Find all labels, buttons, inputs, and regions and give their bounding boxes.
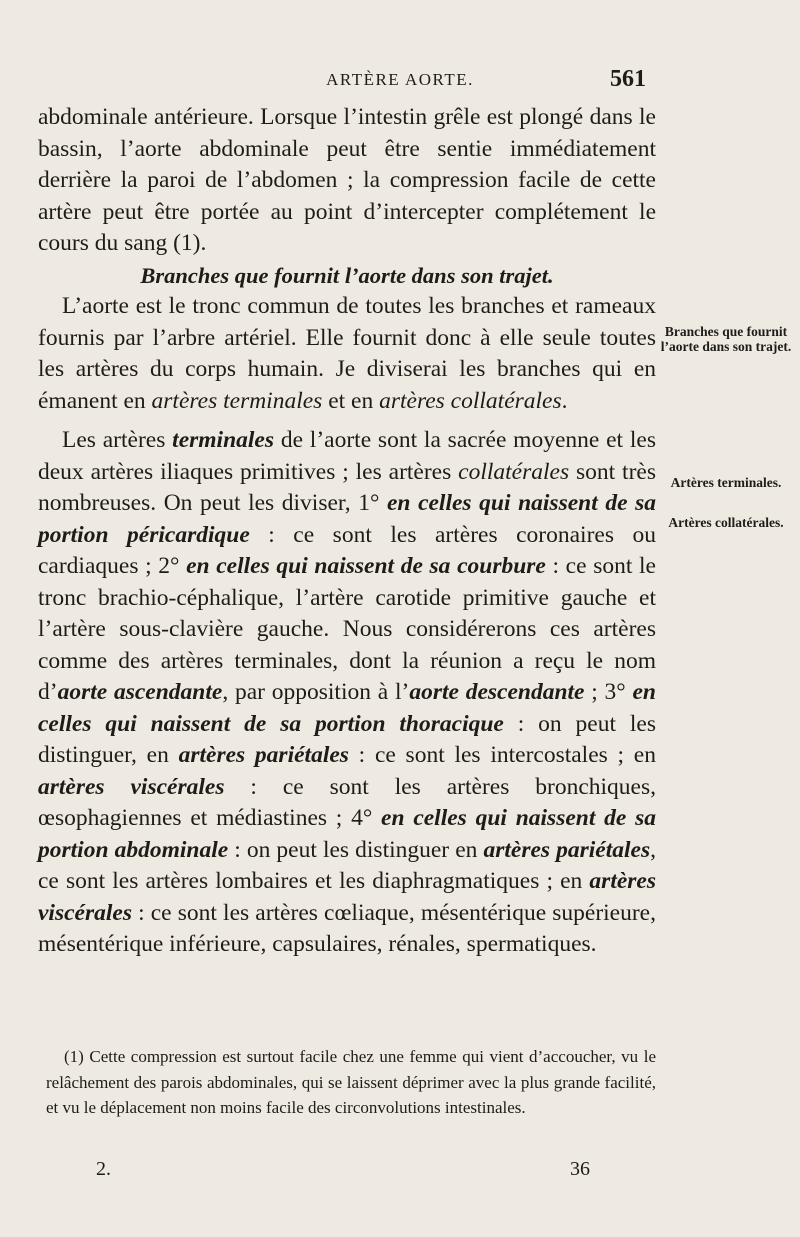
italic-term: en celles qui naissent de sa portion thoracique [38, 679, 656, 737]
footnote-1: (1) Cette compression est surtout facile chez une femme qui vient d’accoucher, vu le relâchement des parois abdominales, qui se laissent déprimer avec la plus grande facilité, et vu le déplacement non moins facile des circonvolutions intestinales. [46, 1047, 656, 1117]
page-header [0, 66, 800, 96]
text-run: de l’aorte sont la sacrée moyenne et les deux artères iliaques primitives ; les artères [38, 427, 656, 485]
italic-term: en celles qui naissent de sa courbure [186, 553, 546, 579]
italic-term: collatérales [458, 458, 570, 485]
sheet-folio: 36 [570, 1158, 590, 1180]
footnotes [46, 1044, 656, 1121]
text-run: sont très nombreuses. On peut les diviser, 1° [38, 458, 656, 516]
text-run: : on peut les distinguer en [228, 836, 484, 863]
text-run: : ce sont les intercostales ; en [348, 742, 656, 768]
margin-note-collaterales: Artères collatérales. [668, 515, 784, 530]
italic-term: artères terminales [151, 387, 323, 414]
paragraph-classification [38, 425, 656, 961]
italic-term: en celles qui naissent de sa portion péricardique [38, 490, 656, 548]
page-number: 561 [610, 66, 646, 92]
signature-mark: 2. [96, 1158, 111, 1180]
text-run: . [561, 387, 568, 414]
margin-note-branches: Branches que fournit l’aorte dans son trajet. [660, 324, 792, 354]
margin-note-terminales: Artères terminales. [670, 475, 782, 490]
italic-term: artères pariétales [483, 836, 651, 863]
italic-term: artères pariétales [178, 742, 349, 768]
text-run: et en [322, 387, 380, 414]
text-run: L’aorte est le tronc commun de toutes les branches et rameaux fournis par l’arbre artériel. Elle fournit donc à elle seule toutes les artères du corps humain. Je diviserai les branches qui en émanent en [38, 293, 656, 414]
text-run: ; 3° [584, 679, 633, 705]
italic-term: aorte ascendante [57, 679, 223, 705]
text-run: : ce sont les artères bronchiques, œsophagiennes et médiastines ; 4° [38, 773, 656, 831]
italic-term: aorte descendante [409, 679, 585, 705]
paragraph-intestine: abdominale antérieure. Lorsque l’intestin grêle est plongé dans le bassin, l’aorte abdominale peut être sentie immédiatement derrière la paroi de l’abdomen ; la compression facile de cette artère peut être portée au point d’intercepter complétement le cours du sang (1). [38, 104, 656, 256]
text-run: , ce sont les artères lombaires et les diaphragmatiques ; en [38, 836, 656, 894]
text-run: : ce sont le tronc brachio-céphalique, l’artère carotide primitive gauche et l’artère sous-clavière gauche. Nous considérerons ces artères comme des artères terminales, dont la réunion a reçu le nom d’ [38, 553, 656, 705]
section-heading: Branches que fournit l’aorte dans son trajet. [140, 262, 554, 288]
text-run: Les artères [62, 427, 173, 453]
paragraph-gap [38, 417, 656, 425]
italic-term: en celles qui naissent de sa portion abdominale [38, 805, 657, 863]
italic-term: terminales [172, 427, 275, 453]
text-run: , par opposition à l’ [222, 679, 410, 705]
text-run: : ce sont les artères coronaires ou cardiaques ; 2° [38, 521, 656, 579]
text-run: : ce sont les artères cœliaque, mésentérique supérieure, mésentérique inférieure, capsulaires, rénales, spermatiques. [38, 899, 656, 957]
italic-term: artères viscérales [38, 773, 225, 800]
running-title: ARTÈRE AORTE. [326, 70, 474, 89]
body-text [38, 102, 656, 961]
paragraph-aorte-tronc [38, 291, 656, 417]
italic-term: artères collatérales [379, 387, 562, 414]
italic-term: artères viscérales [38, 868, 656, 926]
text-run: : on peut les distinguer, en [38, 710, 656, 768]
